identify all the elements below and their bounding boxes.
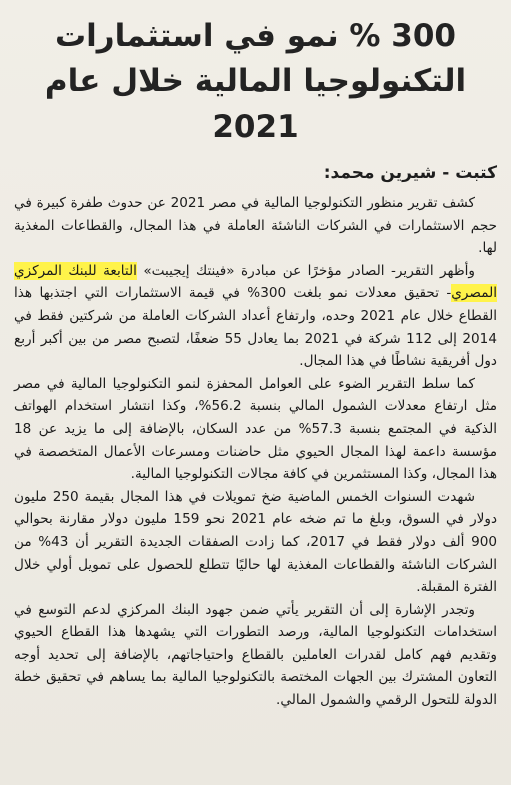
article-body — [14, 192, 497, 712]
headline-line-2: التكنولوجيا المالية خلال عام 2021 — [44, 63, 467, 145]
paragraph-2-intro: وأظهر التقرير- الصادر مؤخرًا عن مبادرة «فينتك إيجيبت» — [136, 262, 475, 279]
paragraph-3: كما سلط التقرير الضوء على العوامل المحفزة لنمو التكنولوجيا المالية في مصر مثل ارتفاع معدلات الشمول المالي بنسبة 56.2%، وكذا انتشار استخدام الهواتف الذكية في المجتمع بنسبة 57.3% من عدد السكان، بالإضافة إلى ما يزيد عن 18 مؤسسة داعمة لهذا المجال الحيوي مثل حاضنات ومسرعات الأعمال المتخصصة في هذا المجال، وكذا المستثمرين في كافة مجالات التكنولوجيا المالية. — [14, 375, 497, 483]
paragraph-5: وتجدر الإشارة إلى أن التقرير يأتي ضمن جهود البنك المركزي لدعم التوسع في استخدامات التكنولوجيا المالية، ورصد التطورات التي يشهدها هذا القطاع الحيوي وتقديم فهم كامل لقدرات العاملين بالقطاع واحتياجاتهم، بالإضافة إلى تحديد أوجه التعاون المشترك بين الجهات المختصة بالتكنولوجيا المالية بما يساهم في تحقيق خطة الدولة للتحول الرقمي والشمول المالي. — [14, 601, 497, 709]
paragraph-4: شهدت السنوات الخمس الماضية ضخ تمويلات في هذا المجال بقيمة 250 مليون دولار في السوق، وبلغ ما تم ضخه عام 2021 نحو 159 مليون دولار مقارنة بحوالي 900 ألف دولار فقط في 2017، كما زادت الصفقات الجديدة التقرير أن 43% من الشركات الناشئة والقطاعات المغذية لها حاليًا تتطلع للحصول على تمويل أولي خلال الفترة المقبلة. — [14, 488, 498, 596]
paragraph-2 — [14, 260, 497, 373]
paragraph-2-rest: - تحقيق معدلات نمو بلغت 300% في قيمة الاستثمارات التي اجتذبها هذا القطاع خلال عام 2021 وحده، وارتفاع أعداد الشركات العاملة من شركتين فقط في 2014 إلى 112 شركة في 2021 بما يعادل 55 ضعفًا، لتصبح مصر من بين أكبر أربع دول أفريقية نشاطًا في هذا المجال. — [14, 285, 497, 370]
article-headline — [14, 14, 497, 150]
headline-line-1: 300 % نمو في استثمارات — [55, 18, 456, 54]
highlighted-text: التابعة للبنك المركزي المصري — [14, 262, 497, 302]
paragraph-1: كشف تقرير منظور التكنولوجيا المالية في مصر 2021 عن حدوث طفرة كبيرة في حجم الاستثمارات في الشركات الناشئة العاملة في هذا المجال، والقطاعات المغذية لها. — [14, 195, 497, 257]
article-byline: كتبت - شيرين محمد: — [323, 163, 497, 183]
